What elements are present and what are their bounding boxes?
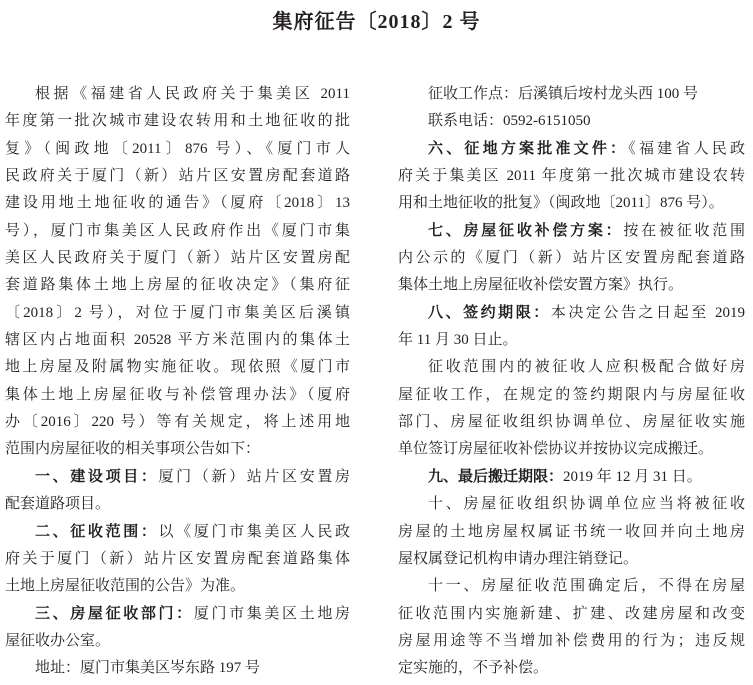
- left-column: [5, 81, 350, 683]
- paragraph: [398, 300, 745, 355]
- line-text: 民政府关于厦门（新）站片区安置房配套道路: [5, 168, 350, 185]
- text-line: [5, 218, 350, 245]
- text-line: [5, 655, 350, 682]
- text-line: [398, 354, 745, 381]
- line-text: 厦门（新）站片区安置房: [158, 468, 350, 485]
- paragraph: [398, 464, 745, 491]
- text-line: [5, 546, 350, 573]
- section-heading: 三、房屋征收部门：: [35, 605, 194, 622]
- text-line: [5, 628, 350, 655]
- paragraph: [398, 218, 745, 300]
- text-line: [5, 409, 350, 436]
- line-text: 地上房屋及附属物实施征收。现依照《厦门市: [5, 359, 350, 376]
- paragraph: [5, 601, 350, 656]
- text-line: [398, 409, 745, 436]
- text-line: [398, 546, 745, 573]
- section-heading: 二、征收范围：: [35, 523, 159, 540]
- line-text: 屋权属登记机构申请办理注销登记。: [398, 550, 639, 567]
- line-text: 集体土地上房屋征收与补偿管理办法》（厦府: [5, 386, 350, 403]
- paragraph: [398, 81, 745, 108]
- paragraph: [5, 519, 350, 601]
- text-line: [398, 628, 745, 655]
- paragraph: [5, 655, 350, 682]
- line-text: 厦门市集美区土地房: [193, 605, 350, 622]
- line-text: 配套道路项目。: [5, 496, 111, 513]
- line-text: 单位签订房屋征收补偿协议并按协议完成搬迁。: [398, 441, 714, 458]
- paragraph: [398, 136, 745, 218]
- text-line: [398, 190, 745, 217]
- text-line: [398, 655, 745, 682]
- text-line: [398, 108, 745, 135]
- line-text: 房屋的土地房屋权属证书统一收回并向土地房: [398, 523, 745, 540]
- text-line: [398, 464, 745, 491]
- text-line: [5, 491, 350, 518]
- line-text: 按在被征收范围: [623, 222, 745, 239]
- line-text: 以《厦门市集美区人民政: [158, 523, 350, 540]
- line-text: 套道路集体土地上房屋的征收决定》（集府征: [5, 277, 350, 294]
- text-line: [398, 245, 745, 272]
- line-text: 府关于集美区 2011 年度第一批次城市建设农转: [398, 168, 745, 185]
- right-column: [398, 81, 745, 683]
- text-line: [5, 108, 350, 135]
- section-heading: 九、最后搬迁期限：: [428, 468, 564, 485]
- text-line: [5, 519, 350, 546]
- line-text: 本决定公告之日起至 2019: [550, 304, 745, 321]
- text-line: [5, 190, 350, 217]
- text-line: [398, 300, 745, 327]
- line-text: 部门、房屋征收组织协调单位、房屋征收实施: [398, 414, 745, 431]
- line-text: 2019 年 12 月 31 日。: [563, 468, 702, 485]
- line-text: 用和土地征收的批复》（闽政地〔2011〕876 号）。: [398, 195, 724, 212]
- text-line: [398, 163, 745, 190]
- text-line: [398, 491, 745, 518]
- section-heading: 八、签约期限：: [428, 304, 551, 321]
- text-line: [5, 136, 350, 163]
- text-line: [5, 81, 350, 108]
- text-line: [398, 436, 745, 463]
- line-text: 范围内房屋征收的相关事项公告如下：: [5, 441, 261, 458]
- text-line: [398, 327, 745, 354]
- section-heading: 七、房屋征收补偿方案：: [428, 222, 624, 239]
- line-text: 年 11 月 30 日止。: [398, 332, 518, 349]
- paragraph: [398, 108, 745, 135]
- line-text: 地址：厦门市集美区岑东路 197 号: [35, 660, 261, 677]
- line-text: 号），厦门市集美区人民政府作出《厦门市集: [5, 222, 350, 239]
- text-line: [398, 382, 745, 409]
- text-line: [5, 573, 350, 600]
- text-line: [398, 136, 745, 163]
- line-text: 土地上房屋征收范围的公告》为准。: [5, 578, 246, 595]
- line-text: 十一、房屋征收范围确定后，不得在房屋: [428, 578, 745, 595]
- line-text: 征收范围内实施新建、扩建、改建房屋和改变: [398, 605, 745, 622]
- text-line: [5, 300, 350, 327]
- line-text: 内公示的《厦门（新）站片区安置房配套道路: [398, 250, 745, 267]
- line-text: 美区人民政府关于厦门（新）站片区安置房配: [5, 250, 350, 267]
- document-title: 集府征告〔2018〕2 号: [272, 11, 481, 33]
- line-text: 征收范围内的被征收人应积极配合做好房: [428, 359, 745, 376]
- paragraph: [5, 81, 350, 464]
- paragraph: [5, 464, 350, 519]
- text-line: [5, 245, 350, 272]
- text-line: [5, 436, 350, 463]
- text-line: [398, 272, 745, 299]
- text-line: [5, 601, 350, 628]
- line-text: 《福建省人民政: [628, 140, 745, 157]
- text-line: [5, 163, 350, 190]
- text-line: [398, 519, 745, 546]
- text-line: [5, 272, 350, 299]
- paragraph: [398, 354, 745, 463]
- text-line: [398, 573, 745, 600]
- line-text: 定实施的，不予补偿。: [398, 660, 549, 677]
- line-text: 根据《福建省人民政府关于集美区 2011: [35, 86, 350, 102]
- line-text: 〔2018〕2 号），对位于厦门市集美区后溪镇: [5, 304, 350, 321]
- line-text: 办〔2016〕220 号）等有关规定，将上述用地: [5, 414, 350, 431]
- text-line: [5, 354, 350, 381]
- line-text: 复》（闽政地〔2011〕876 号）、《厦门市人: [5, 140, 350, 157]
- text-line: [398, 81, 745, 108]
- line-text: 建设用地土地征收的通告》（厦府〔2018〕13: [5, 195, 350, 212]
- line-text: 集体土地上房屋征收补偿安置方案》执行。: [398, 277, 684, 294]
- paragraph: [398, 573, 745, 682]
- text-line: [398, 218, 745, 245]
- line-text: 屋征收办公室。: [5, 632, 111, 649]
- line-text: 征收工作点：后溪镇后垵村龙头西 100 号: [428, 86, 699, 102]
- text-line: [5, 382, 350, 409]
- line-text: 辖区内占地面积 20528 平方米范围内的集体土: [5, 332, 350, 349]
- line-text: 年度第一批次城市建设农转用和土地征收的批: [5, 113, 350, 130]
- line-text: 府关于厦门（新）站片区安置房配套道路集体: [5, 550, 350, 567]
- line-text: 房屋用途等不当增加补偿费用的行为；违反规: [398, 632, 745, 649]
- paragraph: [398, 491, 745, 573]
- text-line: [5, 327, 350, 354]
- text-line: [5, 464, 350, 491]
- section-heading: 六、征地方案批准文件：: [428, 140, 629, 157]
- line-text: 屋征收工作，在规定的签约期限内与房屋征收: [398, 386, 745, 403]
- section-heading: 一、建设项目：: [35, 468, 159, 485]
- line-text: 联系电话：0592-6151050: [428, 113, 591, 130]
- line-text: 十、房屋征收组织协调单位应当将被征收: [428, 496, 745, 513]
- text-line: [398, 601, 745, 628]
